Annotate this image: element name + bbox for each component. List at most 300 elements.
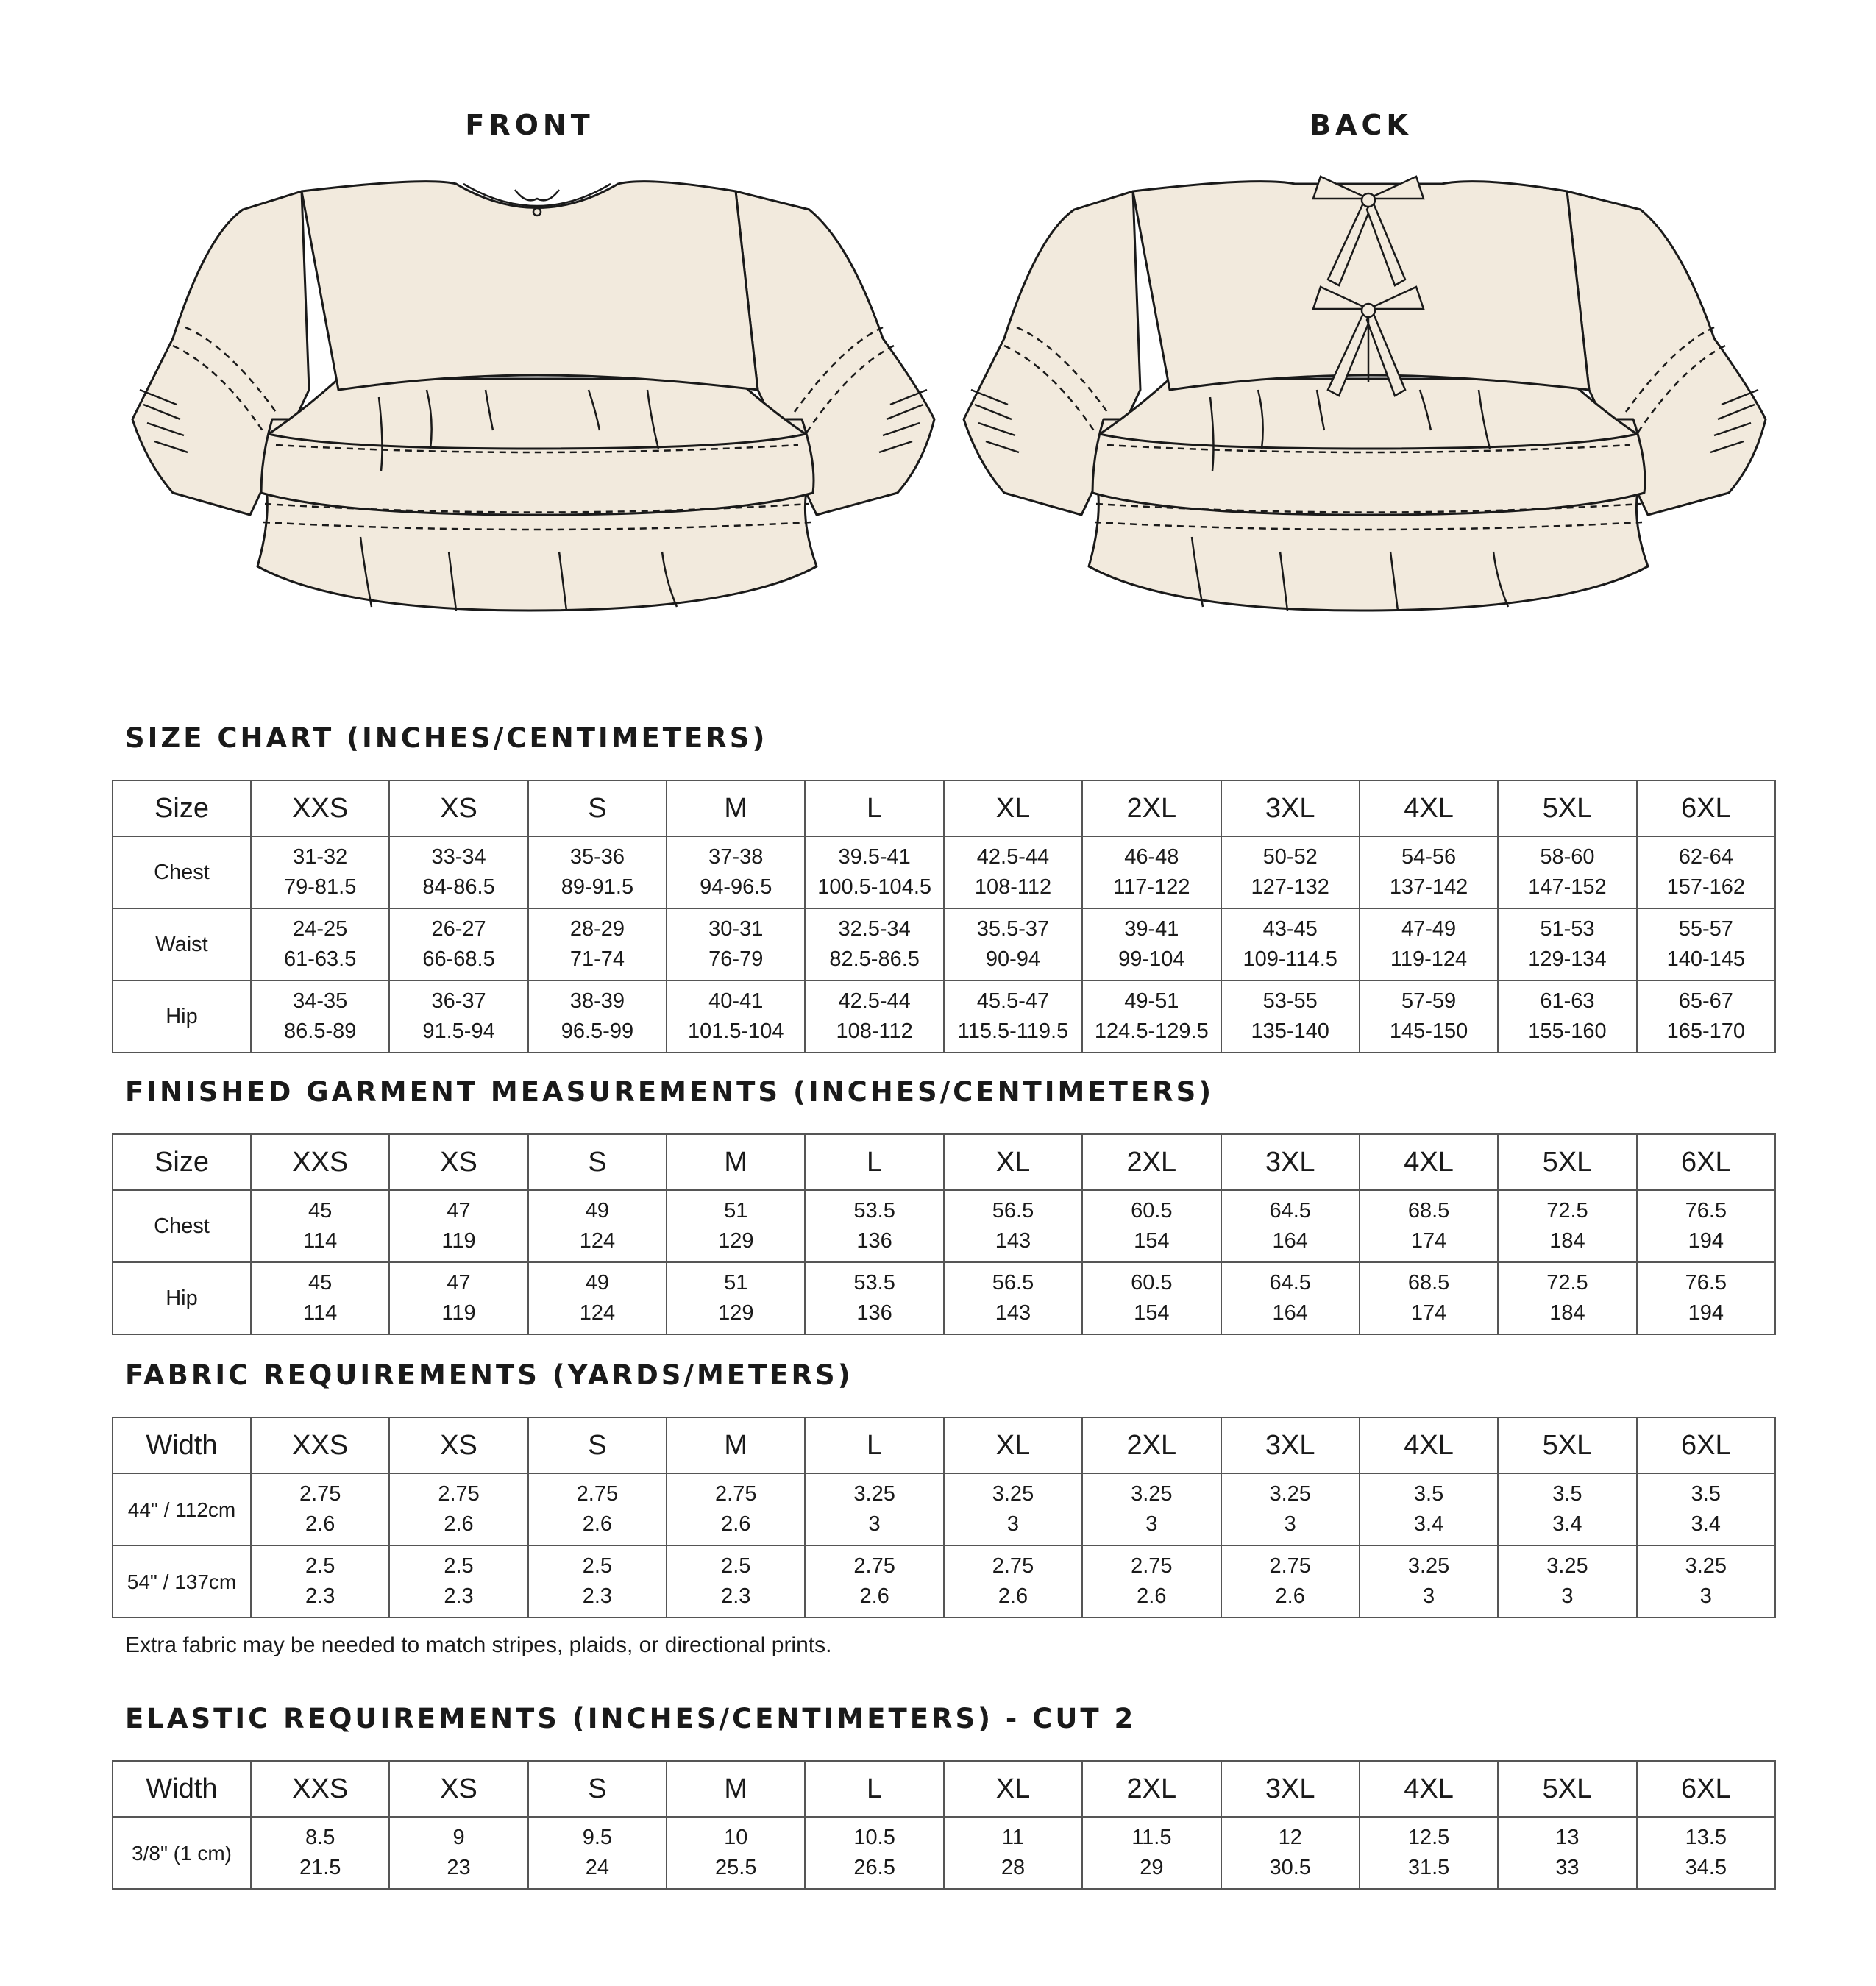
table-cell bbox=[1360, 980, 1498, 1053]
size-header: 2XL bbox=[1082, 780, 1221, 836]
metric-value: 119 bbox=[441, 1229, 476, 1253]
table-cell bbox=[1082, 1262, 1221, 1334]
imperial-value: 2.75 bbox=[1131, 1554, 1173, 1578]
imperial-value: 72.5 bbox=[1546, 1271, 1588, 1295]
table-cell bbox=[667, 1190, 805, 1262]
imperial-value: 53-55 bbox=[1262, 989, 1318, 1013]
imperial-value: 3.25 bbox=[1407, 1554, 1450, 1578]
imperial-value: 24-25 bbox=[293, 917, 348, 941]
metric-value: 124.5-129.5 bbox=[1094, 1019, 1209, 1043]
size-header: XL bbox=[944, 780, 1082, 836]
metric-value: 89-91.5 bbox=[561, 875, 634, 899]
imperial-value: 64.5 bbox=[1269, 1199, 1311, 1222]
metric-value: 101.5-104 bbox=[687, 1019, 784, 1043]
metric-value: 3 bbox=[1145, 1512, 1158, 1536]
finished-garment-title: FINISHED GARMENT MEASUREMENTS (INCHES/CENTIMETERS) bbox=[125, 1076, 1215, 1108]
table-row bbox=[113, 1545, 1775, 1617]
front-garment-illustration bbox=[118, 169, 949, 640]
table-cell bbox=[251, 1473, 389, 1545]
size-header: 6XL bbox=[1637, 1134, 1775, 1190]
metric-value: 61-63.5 bbox=[284, 947, 357, 971]
table-cell bbox=[1082, 1545, 1221, 1617]
metric-value: 3.4 bbox=[1691, 1512, 1721, 1536]
metric-value: 114 bbox=[303, 1229, 338, 1253]
size-header: S bbox=[528, 1134, 667, 1190]
imperial-value: 13.5 bbox=[1685, 1826, 1727, 1849]
imperial-value: 11.5 bbox=[1131, 1826, 1172, 1849]
imperial-value: 50-52 bbox=[1262, 845, 1318, 869]
size-header: M bbox=[667, 1761, 805, 1817]
table-cell bbox=[1360, 836, 1498, 908]
table-cell bbox=[251, 1817, 389, 1889]
table-cell bbox=[1498, 1262, 1636, 1334]
imperial-value: 45 bbox=[308, 1199, 333, 1222]
size-header: XXS bbox=[251, 1417, 389, 1473]
table-cell bbox=[1360, 1817, 1498, 1889]
table-cell bbox=[1221, 1545, 1360, 1617]
imperial-value: 2.75 bbox=[438, 1482, 480, 1506]
fabric-requirements-title: FABRIC REQUIREMENTS (YARDS/METERS) bbox=[125, 1359, 853, 1391]
row-label: Chest bbox=[113, 1190, 251, 1262]
metric-value: 2.6 bbox=[998, 1584, 1028, 1608]
table-cell bbox=[1637, 1473, 1775, 1545]
size-header: XS bbox=[389, 1761, 527, 1817]
size-chart-title: SIZE CHART (INCHES/CENTIMETERS) bbox=[125, 722, 768, 754]
table-row bbox=[113, 980, 1775, 1053]
metric-value: 2.6 bbox=[305, 1512, 335, 1536]
imperial-value: 36-37 bbox=[431, 989, 486, 1013]
metric-value: 24 bbox=[585, 1856, 610, 1879]
table-cell bbox=[944, 908, 1082, 980]
table-cell bbox=[1082, 1473, 1221, 1545]
imperial-value: 49-51 bbox=[1124, 989, 1179, 1013]
imperial-value: 39.5-41 bbox=[838, 845, 911, 869]
table-cell bbox=[1637, 1545, 1775, 1617]
metric-value: 2.6 bbox=[721, 1512, 751, 1536]
table-cell bbox=[251, 908, 389, 980]
back-garment-illustration bbox=[949, 169, 1780, 640]
metric-value: 129 bbox=[718, 1301, 754, 1325]
table-cell bbox=[528, 1262, 667, 1334]
size-header: 5XL bbox=[1498, 1761, 1636, 1817]
metric-value: 3.4 bbox=[1552, 1512, 1582, 1536]
table-cell bbox=[944, 1817, 1082, 1889]
imperial-value: 58-60 bbox=[1540, 845, 1595, 869]
row-label: 3/8" (1 cm) bbox=[113, 1817, 251, 1889]
table-cell bbox=[1082, 908, 1221, 980]
size-header: S bbox=[528, 1761, 667, 1817]
table-cell bbox=[389, 1473, 527, 1545]
table-cell bbox=[805, 980, 943, 1053]
metric-value: 174 bbox=[1410, 1229, 1447, 1253]
metric-value: 91.5-94 bbox=[422, 1019, 495, 1043]
imperial-value: 65-67 bbox=[1678, 989, 1733, 1013]
metric-value: 194 bbox=[1688, 1301, 1724, 1325]
size-header: S bbox=[528, 1417, 667, 1473]
table-cell bbox=[528, 1190, 667, 1262]
table-cell bbox=[251, 1262, 389, 1334]
imperial-value: 8.5 bbox=[305, 1826, 335, 1849]
metric-value: 3 bbox=[1284, 1512, 1296, 1536]
row-label: 54" / 137cm bbox=[113, 1545, 251, 1617]
metric-value: 2.3 bbox=[582, 1584, 613, 1608]
fabric-note: Extra fabric may be needed to match stripes, plaids, or directional prints. bbox=[125, 1633, 832, 1657]
size-header: M bbox=[667, 780, 805, 836]
size-header: XS bbox=[389, 1417, 527, 1473]
imperial-value: 54-56 bbox=[1401, 845, 1457, 869]
size-header: XXS bbox=[251, 1134, 389, 1190]
imperial-value: 46-48 bbox=[1124, 845, 1179, 869]
metric-value: 136 bbox=[856, 1301, 892, 1325]
imperial-value: 39-41 bbox=[1124, 917, 1179, 941]
metric-value: 124 bbox=[579, 1229, 616, 1253]
metric-value: 66-68.5 bbox=[422, 947, 495, 971]
metric-value: 129 bbox=[718, 1229, 754, 1253]
metric-value: 3 bbox=[868, 1512, 881, 1536]
table-cell bbox=[1498, 1473, 1636, 1545]
metric-value: 3.4 bbox=[1413, 1512, 1444, 1536]
imperial-value: 57-59 bbox=[1401, 989, 1457, 1013]
size-header: XXS bbox=[251, 780, 389, 836]
metric-value: 25.5 bbox=[715, 1856, 757, 1879]
imperial-value: 60.5 bbox=[1131, 1199, 1173, 1222]
elastic-requirements-table bbox=[112, 1760, 1776, 1890]
imperial-value: 9.5 bbox=[582, 1826, 613, 1849]
table-cell bbox=[944, 980, 1082, 1053]
imperial-value: 35.5-37 bbox=[976, 917, 1050, 941]
table-cell bbox=[389, 1262, 527, 1334]
metric-value: 155-160 bbox=[1528, 1019, 1607, 1043]
table-cell bbox=[1637, 908, 1775, 980]
metric-value: 154 bbox=[1134, 1301, 1170, 1325]
imperial-value: 43-45 bbox=[1262, 917, 1318, 941]
table-cell bbox=[1360, 908, 1498, 980]
metric-value: 2.3 bbox=[305, 1584, 335, 1608]
imperial-value: 30-31 bbox=[708, 917, 764, 941]
imperial-value: 60.5 bbox=[1131, 1271, 1173, 1295]
table-cell bbox=[1082, 980, 1221, 1053]
metric-value: 28 bbox=[1001, 1856, 1026, 1879]
size-chart-table bbox=[112, 780, 1776, 1053]
size-header: XL bbox=[944, 1417, 1082, 1473]
header-label: Width bbox=[113, 1761, 251, 1817]
metric-value: 184 bbox=[1549, 1301, 1585, 1325]
table-cell bbox=[667, 1817, 805, 1889]
table-cell bbox=[805, 1473, 943, 1545]
table-cell bbox=[944, 1190, 1082, 1262]
table-cell bbox=[1221, 1473, 1360, 1545]
imperial-value: 68.5 bbox=[1407, 1199, 1450, 1222]
table-cell bbox=[805, 1190, 943, 1262]
table-cell bbox=[251, 1545, 389, 1617]
imperial-value: 2.75 bbox=[853, 1554, 895, 1578]
table-cell bbox=[667, 980, 805, 1053]
table-cell bbox=[667, 908, 805, 980]
table-row bbox=[113, 1262, 1775, 1334]
size-header: 5XL bbox=[1498, 1417, 1636, 1473]
size-header: 6XL bbox=[1637, 1761, 1775, 1817]
imperial-value: 38-39 bbox=[569, 989, 625, 1013]
size-header: XL bbox=[944, 1761, 1082, 1817]
table-cell bbox=[1221, 1190, 1360, 1262]
size-header: 5XL bbox=[1498, 1134, 1636, 1190]
size-header: 4XL bbox=[1360, 1417, 1498, 1473]
size-header: 4XL bbox=[1360, 780, 1498, 836]
imperial-value: 56.5 bbox=[992, 1271, 1034, 1295]
size-header: 3XL bbox=[1221, 1417, 1360, 1473]
metric-value: 2.6 bbox=[1137, 1584, 1167, 1608]
header-label: Size bbox=[113, 1134, 251, 1190]
imperial-value: 2.75 bbox=[992, 1554, 1034, 1578]
metric-value: 129-134 bbox=[1528, 947, 1607, 971]
size-header: 4XL bbox=[1360, 1761, 1498, 1817]
table-cell bbox=[1498, 980, 1636, 1053]
imperial-value: 3.25 bbox=[1546, 1554, 1588, 1578]
metric-value: 145-150 bbox=[1389, 1019, 1468, 1043]
size-header: L bbox=[805, 1761, 943, 1817]
imperial-value: 2.5 bbox=[721, 1554, 751, 1578]
metric-value: 115.5-119.5 bbox=[957, 1019, 1069, 1043]
table-cell bbox=[1221, 836, 1360, 908]
front-view-label: FRONT bbox=[465, 109, 594, 141]
table-cell bbox=[389, 1817, 527, 1889]
imperial-value: 12 bbox=[1278, 1826, 1302, 1849]
elastic-requirements-title: ELASTIC REQUIREMENTS (INCHES/CENTIMETERS) - CUT 2 bbox=[125, 1703, 1137, 1734]
size-header: XL bbox=[944, 1134, 1082, 1190]
finished-garment-header-row bbox=[113, 1134, 1775, 1190]
metric-value: 99-104 bbox=[1118, 947, 1185, 971]
metric-value: 2.6 bbox=[859, 1584, 889, 1608]
imperial-value: 28-29 bbox=[569, 917, 625, 941]
table-cell bbox=[1360, 1190, 1498, 1262]
metric-value: 143 bbox=[995, 1301, 1031, 1325]
size-header: M bbox=[667, 1417, 805, 1473]
table-cell bbox=[1082, 1190, 1221, 1262]
metric-value: 30.5 bbox=[1269, 1856, 1311, 1879]
metric-value: 124 bbox=[579, 1301, 616, 1325]
imperial-value: 3.5 bbox=[1691, 1482, 1721, 1506]
fabric-header-row bbox=[113, 1417, 1775, 1473]
imperial-value: 76.5 bbox=[1685, 1271, 1727, 1295]
imperial-value: 13 bbox=[1555, 1826, 1580, 1849]
metric-value: 157-162 bbox=[1666, 875, 1746, 899]
table-row bbox=[113, 1473, 1775, 1545]
table-cell bbox=[528, 1545, 667, 1617]
table-cell bbox=[805, 1262, 943, 1334]
metric-value: 33 bbox=[1555, 1856, 1580, 1879]
size-header: 3XL bbox=[1221, 1761, 1360, 1817]
table-cell bbox=[667, 836, 805, 908]
finished-garment-table bbox=[112, 1133, 1776, 1335]
size-header: M bbox=[667, 1134, 805, 1190]
table-row bbox=[113, 836, 1775, 908]
imperial-value: 34-35 bbox=[293, 989, 348, 1013]
table-cell bbox=[1498, 1545, 1636, 1617]
table-cell bbox=[805, 836, 943, 908]
imperial-value: 2.75 bbox=[576, 1482, 619, 1506]
size-header: L bbox=[805, 1417, 943, 1473]
imperial-value: 2.75 bbox=[299, 1482, 341, 1506]
size-header: XXS bbox=[251, 1761, 389, 1817]
imperial-value: 11 bbox=[1001, 1826, 1025, 1849]
metric-value: 174 bbox=[1410, 1301, 1447, 1325]
imperial-value: 53.5 bbox=[853, 1199, 895, 1222]
imperial-value: 51-53 bbox=[1540, 917, 1595, 941]
metric-value: 119 bbox=[441, 1301, 476, 1325]
table-row bbox=[113, 908, 1775, 980]
imperial-value: 45 bbox=[308, 1271, 333, 1295]
table-cell bbox=[528, 908, 667, 980]
metric-value: 164 bbox=[1272, 1301, 1308, 1325]
size-header: 3XL bbox=[1221, 780, 1360, 836]
header-label: Size bbox=[113, 780, 251, 836]
imperial-value: 10.5 bbox=[853, 1826, 895, 1849]
imperial-value: 72.5 bbox=[1546, 1199, 1588, 1222]
back-view-label: BACK bbox=[1310, 109, 1413, 141]
imperial-value: 12.5 bbox=[1407, 1826, 1450, 1849]
table-cell bbox=[805, 1817, 943, 1889]
table-cell bbox=[1498, 1817, 1636, 1889]
table-cell bbox=[528, 980, 667, 1053]
row-label: Waist bbox=[113, 908, 251, 980]
metric-value: 26.5 bbox=[853, 1856, 895, 1879]
imperial-value: 3.25 bbox=[1269, 1482, 1311, 1506]
metric-value: 154 bbox=[1134, 1229, 1170, 1253]
imperial-value: 31-32 bbox=[293, 845, 348, 869]
metric-value: 143 bbox=[995, 1229, 1031, 1253]
row-label: Hip bbox=[113, 1262, 251, 1334]
imperial-value: 2.5 bbox=[305, 1554, 335, 1578]
metric-value: 194 bbox=[1688, 1229, 1724, 1253]
imperial-value: 3.25 bbox=[853, 1482, 895, 1506]
imperial-value: 32.5-34 bbox=[838, 917, 911, 941]
table-cell bbox=[667, 1545, 805, 1617]
size-header: 2XL bbox=[1082, 1417, 1221, 1473]
table-cell bbox=[944, 1545, 1082, 1617]
metric-value: 31.5 bbox=[1407, 1856, 1450, 1879]
table-cell bbox=[805, 1545, 943, 1617]
table-cell bbox=[944, 1262, 1082, 1334]
size-header: 3XL bbox=[1221, 1134, 1360, 1190]
metric-value: 137-142 bbox=[1389, 875, 1468, 899]
size-header: 2XL bbox=[1082, 1134, 1221, 1190]
size-header: L bbox=[805, 780, 943, 836]
table-cell bbox=[528, 1473, 667, 1545]
imperial-value: 51 bbox=[724, 1199, 748, 1222]
size-header: 6XL bbox=[1637, 1417, 1775, 1473]
table-cell bbox=[1360, 1262, 1498, 1334]
table-cell bbox=[389, 836, 527, 908]
metric-value: 94-96.5 bbox=[700, 875, 772, 899]
metric-value: 86.5-89 bbox=[284, 1019, 357, 1043]
imperial-value: 3.25 bbox=[992, 1482, 1034, 1506]
metric-value: 3 bbox=[1561, 1584, 1574, 1608]
row-label: 44" / 112cm bbox=[113, 1473, 251, 1545]
metric-value: 79-81.5 bbox=[284, 875, 357, 899]
table-cell bbox=[1637, 1817, 1775, 1889]
metric-value: 2.6 bbox=[444, 1512, 474, 1536]
metric-value: 184 bbox=[1549, 1229, 1585, 1253]
metric-value: 109-114.5 bbox=[1243, 947, 1337, 971]
metric-value: 127-132 bbox=[1251, 875, 1329, 899]
table-cell bbox=[667, 1262, 805, 1334]
imperial-value: 47-49 bbox=[1401, 917, 1457, 941]
table-cell bbox=[1637, 836, 1775, 908]
imperial-value: 3.5 bbox=[1413, 1482, 1444, 1506]
metric-value: 21.5 bbox=[299, 1856, 341, 1879]
table-cell bbox=[1637, 980, 1775, 1053]
table-cell bbox=[1082, 1817, 1221, 1889]
imperial-value: 26-27 bbox=[431, 917, 486, 941]
metric-value: 2.6 bbox=[1275, 1584, 1305, 1608]
metric-value: 2.3 bbox=[721, 1584, 751, 1608]
table-row bbox=[113, 1817, 1775, 1889]
table-cell bbox=[1637, 1190, 1775, 1262]
imperial-value: 40-41 bbox=[708, 989, 764, 1013]
table-cell bbox=[528, 1817, 667, 1889]
size-chart-header-row bbox=[113, 780, 1775, 836]
metric-value: 3 bbox=[1422, 1584, 1435, 1608]
table-cell bbox=[251, 980, 389, 1053]
metric-value: 90-94 bbox=[985, 947, 1041, 971]
metric-value: 140-145 bbox=[1666, 947, 1746, 971]
table-cell bbox=[1360, 1545, 1498, 1617]
size-header: 2XL bbox=[1082, 1761, 1221, 1817]
imperial-value: 53.5 bbox=[853, 1271, 895, 1295]
metric-value: 108-112 bbox=[974, 875, 1052, 899]
table-cell bbox=[251, 1190, 389, 1262]
imperial-value: 35-36 bbox=[569, 845, 625, 869]
imperial-value: 62-64 bbox=[1678, 845, 1733, 869]
imperial-value: 10 bbox=[724, 1826, 748, 1849]
imperial-value: 61-63 bbox=[1540, 989, 1595, 1013]
size-header: 4XL bbox=[1360, 1134, 1498, 1190]
metric-value: 2.3 bbox=[444, 1584, 474, 1608]
table-cell bbox=[1221, 908, 1360, 980]
imperial-value: 49 bbox=[585, 1271, 610, 1295]
imperial-value: 37-38 bbox=[708, 845, 764, 869]
table-cell bbox=[1637, 1262, 1775, 1334]
table-cell bbox=[389, 980, 527, 1053]
metric-value: 3 bbox=[1699, 1584, 1712, 1608]
table-cell bbox=[944, 1473, 1082, 1545]
table-cell bbox=[1221, 1817, 1360, 1889]
table-cell bbox=[1082, 836, 1221, 908]
size-header: 6XL bbox=[1637, 780, 1775, 836]
metric-value: 147-152 bbox=[1528, 875, 1607, 899]
imperial-value: 47 bbox=[447, 1271, 471, 1295]
imperial-value: 3.5 bbox=[1552, 1482, 1582, 1506]
table-cell bbox=[667, 1473, 805, 1545]
table-cell bbox=[1498, 836, 1636, 908]
table-cell bbox=[1498, 1190, 1636, 1262]
imperial-value: 51 bbox=[724, 1271, 748, 1295]
metric-value: 76-79 bbox=[708, 947, 764, 971]
imperial-value: 55-57 bbox=[1678, 917, 1733, 941]
imperial-value: 42.5-44 bbox=[976, 845, 1050, 869]
table-cell bbox=[528, 836, 667, 908]
metric-value: 71-74 bbox=[569, 947, 625, 971]
metric-value: 108-112 bbox=[836, 1019, 913, 1043]
imperial-value: 76.5 bbox=[1685, 1199, 1727, 1222]
metric-value: 165-170 bbox=[1666, 1019, 1746, 1043]
size-header: S bbox=[528, 780, 667, 836]
metric-value: 96.5-99 bbox=[561, 1019, 634, 1043]
metric-value: 84-86.5 bbox=[422, 875, 495, 899]
table-cell bbox=[389, 908, 527, 980]
metric-value: 117-122 bbox=[1113, 875, 1190, 899]
metric-value: 164 bbox=[1272, 1229, 1308, 1253]
